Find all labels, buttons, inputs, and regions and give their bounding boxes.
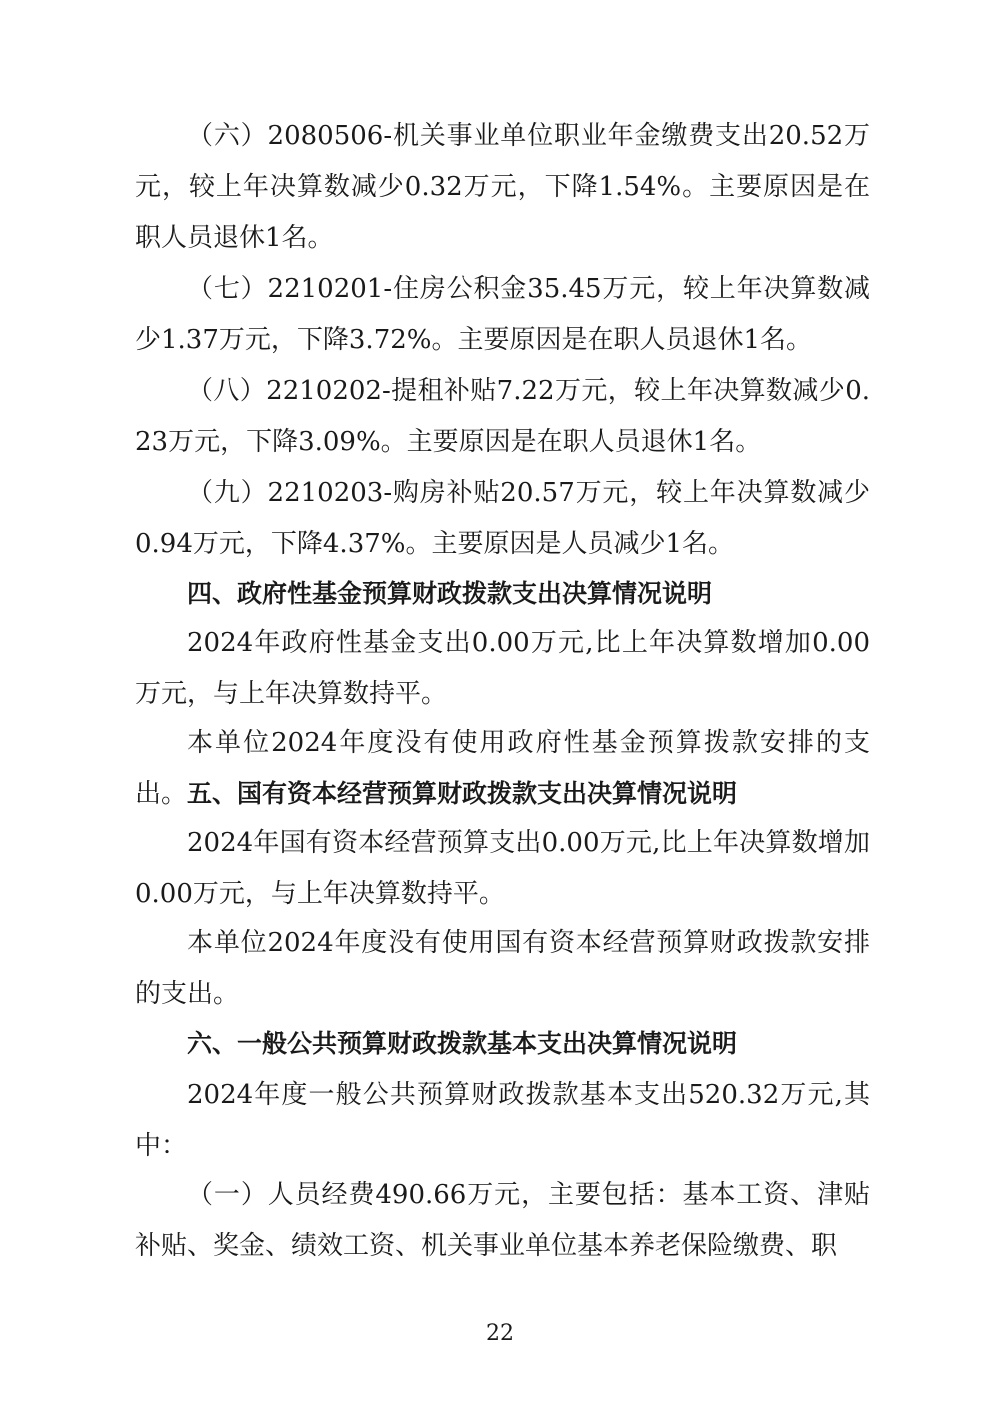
section-heading-basic-expenditure: 六、一般公共预算财政拨款基本支出决算情况说明	[187, 1029, 738, 1058]
paragraph-pension-annuity: （六）2080506-机关事业单位职业年金缴费支出20.52万元，较上年决算数减少0.32万元，下降1.54%。主要原因是在职人员退休1名。	[135, 121, 870, 253]
paragraph-rent-subsidy: （八）2210202-提租补贴7.22万元，较上年决算数减少0.23万元，下降3.09%。主要原因是在职人员退休1名。	[135, 376, 870, 457]
paragraph-housing-purchase-subsidy: （九）2210203-购房补贴20.57万元，较上年决算数减少0.94万元，下降4.37%。主要原因是人员减少1名。	[135, 478, 870, 559]
section-heading-government-fund: 四、政府性基金预算财政拨款支出决算情况说明	[187, 579, 713, 608]
paragraph-government-fund-expenditure: 2024年政府性基金支出0.00万元,比上年决算数增加0.00万元，与上年决算数持平。	[135, 628, 870, 709]
page-number: 22	[486, 1321, 514, 1346]
paragraph-personnel-expenses: （一）人员经费490.66万元，主要包括：基本工资、津贴补贴、奖金、绩效工资、机关事业单位基本养老保险缴费、职	[135, 1180, 870, 1261]
paragraph-basic-expenditure-total: 2024年度一般公共预算财政拨款基本支出520.32万元,其中：	[135, 1080, 870, 1161]
paragraph-government-fund-note: 本单位2024年度没有使用政府性基金预算拨款安排的支出。	[135, 728, 870, 809]
paragraph-state-capital-note: 本单位2024年度没有使用国有资本经营预算财政拨款安排的支出。	[135, 928, 870, 1009]
section-heading-state-capital: 五、国有资本经营预算财政拨款支出决算情况说明	[187, 779, 738, 808]
paragraph-housing-fund: （七）2210201-住房公积金35.45万元，较上年决算数减少1.37万元，下降3.72%。主要原因是在职人员退休1名。	[135, 274, 870, 355]
paragraph-state-capital-expenditure: 2024年国有资本经营预算支出0.00万元,比上年决算数增加0.00万元，与上年决算数持平。	[135, 828, 870, 909]
